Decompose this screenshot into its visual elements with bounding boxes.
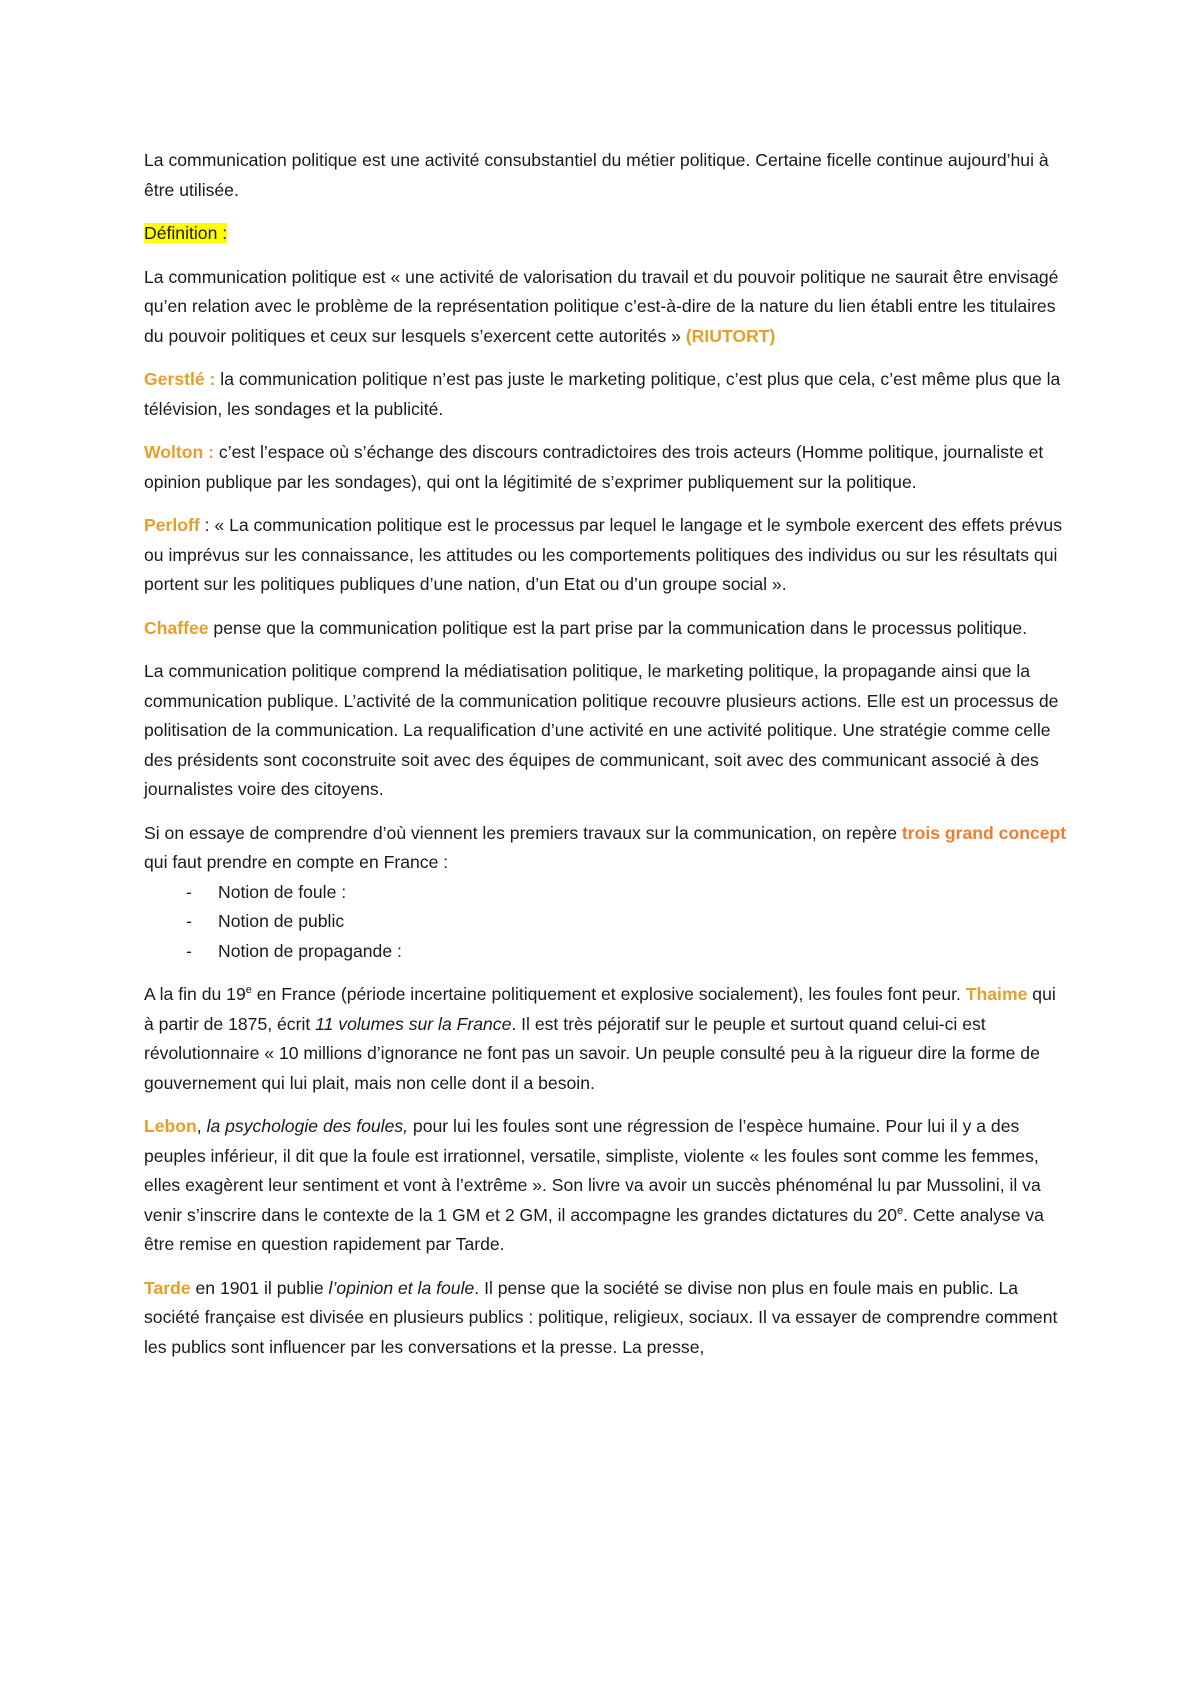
riutort-text: La communication politique est « une activité de valorisation du travail et du pouvoir politique ne saurait être envisagé qu’en relation avec le problème de la représentation politique c’est-à-dire de la nature du lien établi entre les titulaires du pouvoir politiques et ceux sur lesquels s’exercent cette autorités » bbox=[144, 266, 1059, 346]
wolton-paragraph bbox=[144, 438, 1070, 497]
tarde-book: l’opinion et la foule bbox=[328, 1277, 475, 1298]
list-item: - Notion de foule : bbox=[186, 878, 1070, 908]
lebon-name: Lebon bbox=[144, 1116, 197, 1136]
intro-paragraph: La communication politique est une activité consubstantiel du métier politique. Certaine ficelle continue aujourd’hui à être utilisée. bbox=[144, 150, 1049, 200]
lebon-text-b: pour lui les foules sont une régression de l’espèce humaine. Pour lui il y a des peuples inférieur, il dit que la foule est irrationnel, versatile, simpliste, violente « les foules sont comme les femmes, elles exagèrent leur sentiment et vont à l’extrême ». Son livre va avoir un succès phénoménal lu par Mussolini, il va venir s’inscrire dans le contexte de la 1 GM et 2 GM, il accompagne les grandes dictatures du 20 bbox=[144, 1116, 1041, 1225]
tarde-name: Tarde bbox=[144, 1277, 191, 1298]
century-superscript: e bbox=[245, 984, 252, 997]
wolton-name: Wolton : bbox=[144, 442, 215, 462]
thaime-paragraph bbox=[144, 980, 1070, 1098]
thaime-text-a: A la fin du 19 bbox=[144, 984, 246, 1004]
lebon-paragraph bbox=[144, 1112, 1070, 1260]
concepts-accent: trois grand concept bbox=[901, 822, 1067, 843]
gerstle-name: Gerstlé : bbox=[144, 369, 216, 389]
scope-paragraph: La communication politique comprend la médiatisation politique, le marketing politique, la propagande ainsi que la communication publique. L’activité de la communication politique recouvre plusieurs actions. Elle est un processus de politisation de la communication. La requalification d’une activité en une activité politique. Une stratégie comme celle des présidents sont coconstruite soit avec des équipes de communicant, soit avec des communicant associé à des journalistes voire des citoyens. bbox=[144, 661, 1059, 799]
concepts-tail: qui faut prendre en compte en France : bbox=[144, 852, 449, 872]
chaffee-text: pense que la communication politique est la part prise par la communication dans le processus politique. bbox=[208, 617, 1028, 638]
concepts-list bbox=[144, 878, 1070, 967]
tarde-text-a: en 1901 il publie bbox=[190, 1277, 329, 1298]
thaime-name: Thaime bbox=[965, 984, 1028, 1004]
perloff-text: : « La communication politique est le processus par lequel le langage et le symbole exercent des effets prévus ou imprévus sur les connaissance, les attitudes ou les comportements politiques des individus ou sur les résultats qui portent sur les politiques publiques d’une nation, d’un Etat ou d’un groupe social ». bbox=[144, 515, 1062, 594]
perloff-paragraph bbox=[144, 511, 1070, 600]
century-superscript: e bbox=[897, 1204, 904, 1217]
lebon-text-c: . Cette analyse va être remise en question rapidement par Tarde. bbox=[144, 1204, 1044, 1254]
thaime-text-b: en France (période incertaine politiquement et explosive socialement), les foules font peur. bbox=[251, 984, 966, 1004]
tarde-text-b: . Il pense que la société se divise non plus en foule mais en public. La société française est divisée en plusieurs publics : politique, religieux, sociaux. Il va essayer de comprendre comment les publics sont influencer par les conversations et la presse. La presse, bbox=[144, 1277, 1058, 1357]
riutort-paragraph bbox=[144, 263, 1070, 352]
gerstle-paragraph bbox=[144, 365, 1070, 424]
list-item: - Notion de propagande : bbox=[186, 937, 1070, 967]
chaffee-name: Chaffee bbox=[144, 617, 209, 638]
concepts-text: Si on essaye de comprendre d’où viennent les premiers travaux sur la communication, on repère bbox=[144, 822, 902, 843]
perloff-name: Perloff bbox=[144, 515, 200, 535]
thaime-text-d: . Il est très péjoratif sur le peuple et surtout quand celui-ci est révolutionnaire « 10 millions d’ignorance ne font pas un savoir. Un peuple consulté peu à la rigueur dire la forme de gouvernement qui lui plait, mais non celle dont il a besoin. bbox=[144, 1013, 1040, 1093]
riutort-author: (RIUTORT) bbox=[685, 325, 776, 346]
definition-heading bbox=[144, 219, 1070, 249]
lebon-book: la psychologie des foules, bbox=[206, 1116, 409, 1136]
definition-label: Définition : bbox=[144, 223, 228, 243]
lebon-text-a: , bbox=[196, 1116, 207, 1136]
gerstle-text: la communication politique n’est pas juste le marketing politique, c’est plus que cela, c’est même plus que la télévision, les sondages et la publicité. bbox=[144, 369, 1061, 419]
wolton-text: c’est l’espace où s’échange des discours contradictoires des trois acteurs (Homme politique, journaliste et opinion publique par les sondages), qui ont la légitimité de s’exprimer publiquement sur la politique. bbox=[144, 442, 1044, 492]
concepts-paragraph bbox=[144, 819, 1070, 878]
tarde-paragraph bbox=[144, 1274, 1070, 1363]
chaffee-paragraph bbox=[144, 614, 1070, 644]
thaime-text-c: qui à partir de 1875, écrit bbox=[144, 984, 1056, 1034]
list-item: - Notion de public bbox=[186, 907, 1070, 937]
thaime-book: 11 volumes sur la France bbox=[315, 1013, 512, 1034]
